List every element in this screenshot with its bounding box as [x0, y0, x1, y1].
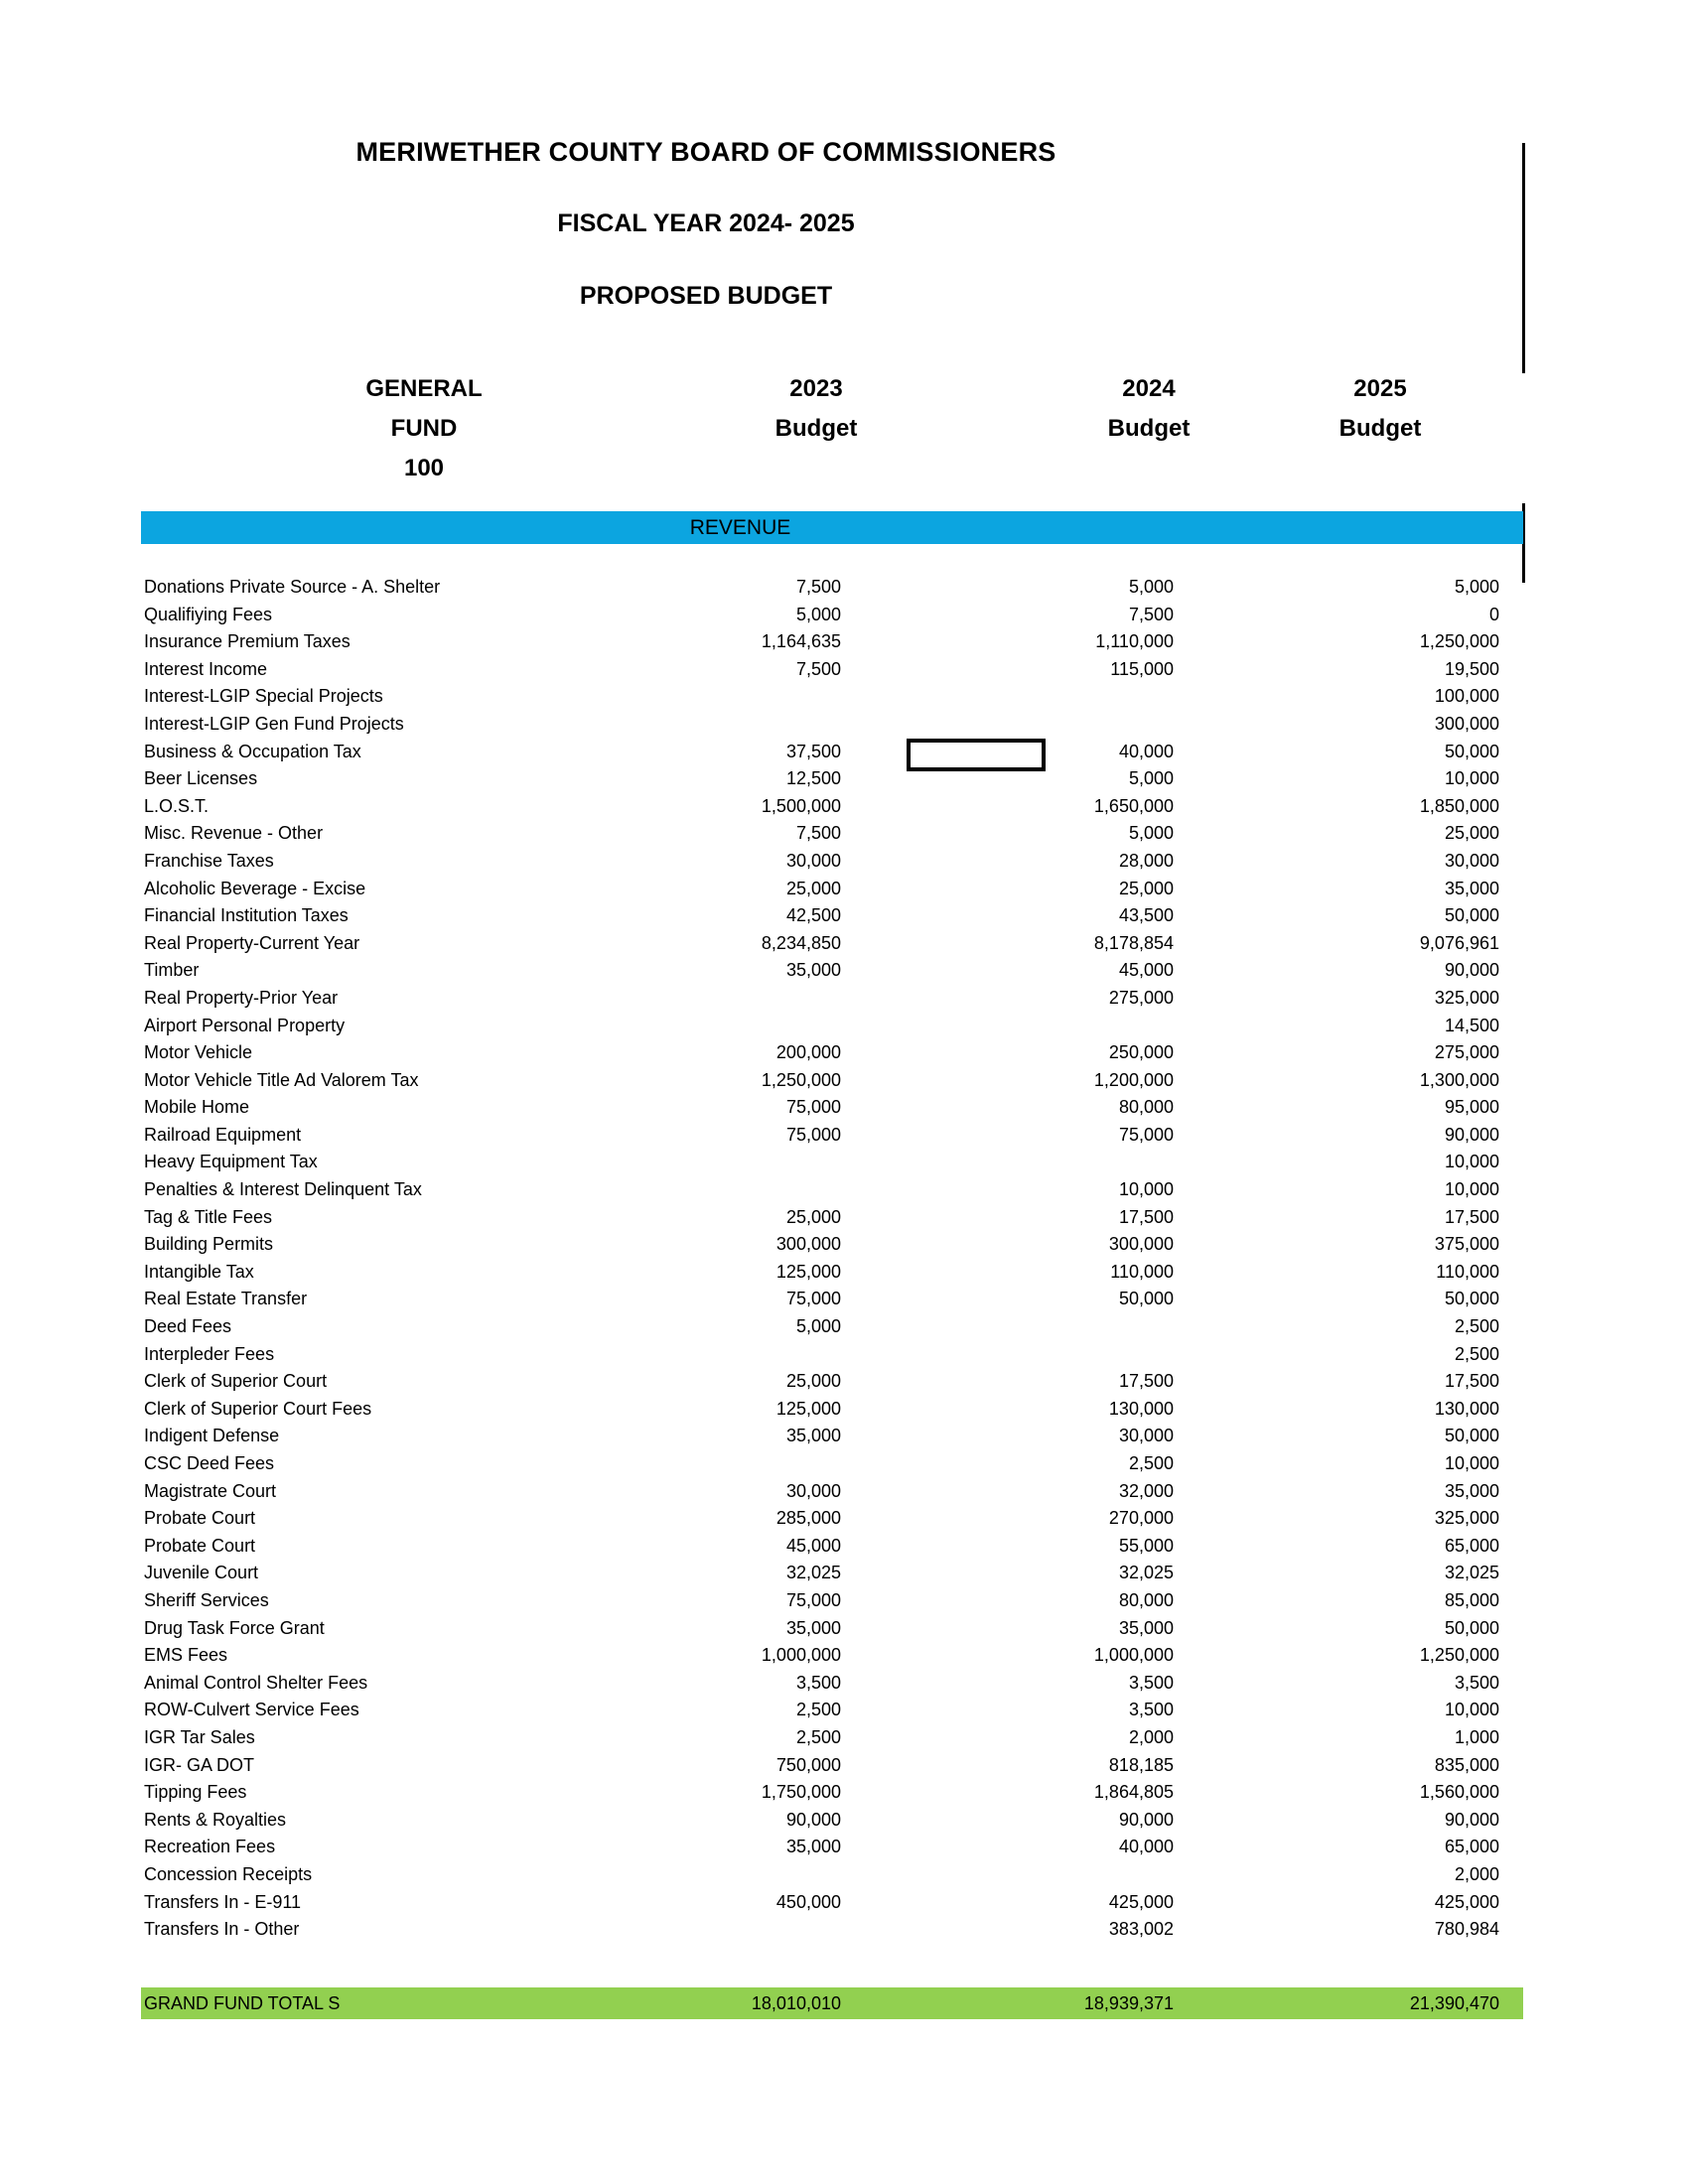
line-item-label: Clerk of Superior Court: [144, 1371, 328, 1392]
line-item-2025: 10,000: [1444, 768, 1499, 789]
table-row: [141, 1368, 1523, 1396]
grand-total-2025: 21,390,470: [1409, 1993, 1499, 2013]
fund-header-line1: GENERAL: [365, 375, 483, 402]
table-row: [141, 1505, 1523, 1533]
line-item-2023: 30,000: [785, 850, 841, 871]
line-item-label: IGR- GA DOT: [144, 1754, 255, 1775]
table-row: [141, 628, 1523, 656]
table-row: [141, 656, 1523, 684]
line-item-2024: 3,500: [1128, 1700, 1174, 1720]
table-row: [141, 930, 1523, 958]
table-row: [141, 1670, 1523, 1698]
line-item-label: Heavy Equipment Tax: [144, 1152, 318, 1172]
line-item-2024: 43,500: [1118, 905, 1174, 926]
line-item-label: Railroad Equipment: [144, 1124, 302, 1145]
line-item-2025: 9,076,961: [1419, 932, 1499, 953]
table-row: [141, 1587, 1523, 1615]
line-item-label: Misc. Revenue - Other: [144, 823, 324, 844]
line-item-2025: 2,500: [1454, 1343, 1499, 1364]
line-item-2025: 19,500: [1444, 658, 1499, 679]
line-item-2023: 37,500: [785, 741, 841, 761]
line-item-2025: 65,000: [1444, 1535, 1499, 1556]
line-item-2025: 1,560,000: [1419, 1782, 1499, 1803]
table-row: [141, 1807, 1523, 1835]
line-item-2024: 383,002: [1108, 1919, 1174, 1940]
table-row: [141, 711, 1523, 739]
line-item-label: Real Property-Prior Year: [144, 987, 339, 1008]
line-item-2025: 35,000: [1444, 878, 1499, 898]
column-header-row: [141, 369, 1499, 481]
line-item-label: Rents & Royalties: [144, 1809, 287, 1830]
line-item-label: Business & Occupation Tax: [144, 741, 361, 761]
line-item-2025: 90,000: [1444, 960, 1499, 981]
line-item-2024: 7,500: [1128, 604, 1174, 624]
section-banner-revenue: REVENUE: [141, 511, 1523, 544]
line-item-2024: 250,000: [1108, 1042, 1174, 1063]
line-item-2023: 75,000: [785, 1289, 841, 1309]
line-item-2025: 375,000: [1434, 1234, 1499, 1255]
line-item-2025: 50,000: [1444, 1617, 1499, 1638]
line-item-2025: 1,250,000: [1419, 1645, 1499, 1666]
line-item-2025: 3,500: [1454, 1672, 1499, 1693]
line-item-2023: 25,000: [785, 878, 841, 898]
line-item-label: Clerk of Superior Court Fees: [144, 1398, 372, 1419]
table-row: [141, 602, 1523, 629]
grand-fund-total-row: [141, 1987, 1523, 2019]
line-item-label: Drug Task Force Grant: [144, 1617, 325, 1638]
line-item-2024: 2,500: [1128, 1453, 1174, 1473]
page-title: MERIWETHER COUNTY BOARD OF COMMISSIONERS: [355, 137, 1056, 167]
line-item-label: Sheriff Services: [144, 1589, 269, 1610]
table-row: [141, 848, 1523, 876]
line-item-2024: 1,650,000: [1093, 795, 1174, 816]
line-item-2025: 780,984: [1434, 1919, 1499, 1940]
line-item-2023: 35,000: [785, 1837, 841, 1857]
fund-header-line2: FUND: [390, 415, 458, 442]
line-item-2025: 17,500: [1444, 1371, 1499, 1392]
line-item-2023: 125,000: [775, 1261, 841, 1282]
line-item-label: Timber: [144, 960, 200, 981]
line-item-label: Franchise Taxes: [144, 850, 274, 871]
proposed-budget-subtitle: PROPOSED BUDGET: [579, 282, 833, 310]
table-row: [141, 1615, 1523, 1643]
table-row: [141, 1286, 1523, 1313]
line-item-label: Interpleder Fees: [144, 1343, 275, 1364]
line-item-label: Beer Licenses: [144, 768, 258, 789]
table-row: [141, 1313, 1523, 1341]
line-item-2024: 5,000: [1128, 823, 1174, 844]
line-item-2023: 125,000: [775, 1398, 841, 1419]
table-row: [141, 1259, 1523, 1287]
line-item-2024: 115,000: [1110, 658, 1174, 679]
line-item-2023: 300,000: [775, 1234, 841, 1255]
line-item-2023: 75,000: [785, 1589, 841, 1610]
empty-highlight-box[interactable]: [907, 739, 1046, 771]
line-item-2024: 28,000: [1118, 850, 1174, 871]
table-row: [141, 1916, 1523, 1944]
line-item-2024: 425,000: [1108, 1891, 1174, 1912]
line-item-2024: 17,500: [1118, 1371, 1174, 1392]
table-row: [141, 1450, 1523, 1478]
line-item-2024: 90,000: [1118, 1809, 1174, 1830]
line-item-label: Animal Control Shelter Fees: [144, 1672, 368, 1693]
line-item-2023: 7,500: [795, 823, 841, 844]
line-item-2025: 300,000: [1434, 713, 1499, 734]
y2025-header-budget: Budget: [1338, 415, 1422, 442]
line-item-2025: 95,000: [1444, 1097, 1499, 1118]
fund-header-line3: 100: [403, 455, 445, 481]
line-item-label: Juvenile Court: [144, 1563, 259, 1583]
line-item-2025: 2,000: [1454, 1863, 1499, 1884]
y2025-header-year: 2025: [1353, 375, 1407, 402]
line-item-2025: 5,000: [1454, 577, 1499, 597]
line-item-2025: 90,000: [1444, 1124, 1499, 1145]
table-row: [141, 957, 1523, 985]
line-item-2025: 10,000: [1444, 1453, 1499, 1473]
line-item-label: Probate Court: [144, 1508, 256, 1529]
line-item-2023: 30,000: [785, 1480, 841, 1501]
line-item-2025: 2,500: [1454, 1316, 1499, 1337]
line-item-label: EMS Fees: [144, 1645, 228, 1666]
table-row: [141, 1039, 1523, 1067]
line-item-2024: 1,200,000: [1093, 1069, 1174, 1090]
table-row: [141, 739, 1523, 766]
line-item-2024: 1,110,000: [1095, 631, 1174, 652]
line-item-2023: 1,750,000: [761, 1782, 841, 1803]
table-row: [141, 1724, 1523, 1752]
line-item-2023: 75,000: [785, 1097, 841, 1118]
line-item-2025: 32,025: [1444, 1563, 1499, 1583]
line-item-2024: 1,000,000: [1093, 1645, 1174, 1666]
line-item-2024: 818,185: [1108, 1754, 1174, 1775]
line-item-label: Tipping Fees: [144, 1782, 247, 1803]
column-header-fund: [310, 369, 538, 488]
line-item-label: Probate Court: [144, 1535, 256, 1556]
line-item-2025: 110,000: [1436, 1261, 1499, 1282]
line-item-2025: 90,000: [1444, 1809, 1499, 1830]
table-row: [141, 1067, 1523, 1095]
line-item-2024: 5,000: [1128, 768, 1174, 789]
line-item-label: Insurance Premium Taxes: [144, 631, 351, 652]
column-header-2025: [1266, 369, 1494, 449]
table-row: [141, 1478, 1523, 1506]
line-item-2023: 35,000: [785, 960, 841, 981]
line-item-2024: 75,000: [1118, 1124, 1174, 1145]
line-item-label: Concession Receipts: [144, 1863, 313, 1884]
line-item-label: Financial Institution Taxes: [144, 905, 349, 926]
table-row: [141, 1013, 1523, 1040]
line-item-2025: 50,000: [1444, 905, 1499, 926]
fiscal-year-subtitle: FISCAL YEAR 2024- 2025: [557, 209, 855, 237]
line-item-2025: 50,000: [1444, 1426, 1499, 1446]
line-item-2025: 10,000: [1444, 1700, 1499, 1720]
line-item-label: Donations Private Source - A. Shelter: [144, 577, 441, 597]
line-item-2025: 1,250,000: [1419, 631, 1499, 652]
line-item-2023: 25,000: [785, 1371, 841, 1392]
line-item-2023: 1,250,000: [761, 1069, 841, 1090]
table-row: [141, 1533, 1523, 1561]
line-item-label: Mobile Home: [144, 1097, 250, 1118]
line-item-2023: 32,025: [785, 1563, 841, 1583]
table-row: [141, 1779, 1523, 1807]
y2023-header-year: 2023: [789, 375, 843, 402]
line-item-label: Transfers In - E-911: [144, 1891, 302, 1912]
line-item-label: Motor Vehicle Title Ad Valorem Tax: [144, 1069, 419, 1090]
table-row: [141, 985, 1523, 1013]
line-item-2024: 40,000: [1118, 1837, 1174, 1857]
line-item-2024: 17,500: [1118, 1206, 1174, 1227]
line-item-label: Interest-LGIP Gen Fund Projects: [144, 713, 404, 734]
line-item-2024: 130,000: [1108, 1398, 1174, 1419]
line-item-2024: 35,000: [1118, 1617, 1174, 1638]
column-header-2024: [1035, 369, 1263, 449]
table-row: [141, 1231, 1523, 1259]
line-item-2025: 100,000: [1434, 686, 1499, 707]
table-row: [141, 1752, 1523, 1780]
line-item-2025: 1,300,000: [1419, 1069, 1499, 1090]
table-row: [141, 1560, 1523, 1587]
line-item-label: Intangible Tax: [144, 1261, 254, 1282]
line-item-2023: 750,000: [775, 1754, 841, 1775]
line-item-2023: 45,000: [785, 1535, 841, 1556]
line-item-2023: 5,000: [795, 1316, 841, 1337]
line-item-2024: 110,000: [1110, 1261, 1174, 1282]
line-item-2023: 90,000: [785, 1809, 841, 1830]
line-item-2025: 65,000: [1444, 1837, 1499, 1857]
table-row: [141, 1697, 1523, 1724]
line-item-2025: 35,000: [1444, 1480, 1499, 1501]
table-row: [141, 902, 1523, 930]
table-row: [141, 1176, 1523, 1204]
line-item-label: L.O.S.T.: [144, 795, 210, 816]
line-item-2024: 80,000: [1118, 1097, 1174, 1118]
line-item-label: Indigent Defense: [144, 1426, 280, 1446]
line-item-2025: 30,000: [1444, 850, 1499, 871]
table-row: [141, 1149, 1523, 1176]
table-row: [141, 1204, 1523, 1232]
line-item-label: Transfers In - Other: [144, 1919, 300, 1940]
line-item-2025: 130,000: [1434, 1398, 1499, 1419]
line-item-label: Penalties & Interest Delinquent Tax: [144, 1179, 422, 1200]
line-item-2024: 2,000: [1128, 1726, 1174, 1747]
line-item-2023: 2,500: [795, 1726, 841, 1747]
line-item-2023: 8,234,850: [761, 932, 841, 953]
line-item-2024: 25,000: [1118, 878, 1174, 898]
line-item-2025: 10,000: [1444, 1179, 1499, 1200]
vertical-rule-top: [1522, 143, 1525, 373]
line-item-label: Interest Income: [144, 658, 268, 679]
table-row: [141, 765, 1523, 793]
line-item-2024: 50,000: [1118, 1289, 1174, 1309]
grand-total-label: GRAND FUND TOTAL S: [144, 1993, 341, 2013]
line-item-label: Alcoholic Beverage - Excise: [144, 878, 366, 898]
line-item-2024: 1,864,805: [1093, 1782, 1174, 1803]
line-item-2023: 1,164,635: [761, 631, 841, 652]
line-item-label: Building Permits: [144, 1234, 274, 1255]
table-row: [141, 1423, 1523, 1450]
line-item-2024: 300,000: [1108, 1234, 1174, 1255]
line-item-label: Qualifiying Fees: [144, 604, 273, 624]
line-item-2024: 32,025: [1118, 1563, 1174, 1583]
line-item-2025: 50,000: [1444, 741, 1499, 761]
line-item-label: Magistrate Court: [144, 1480, 277, 1501]
line-item-2023: 7,500: [795, 577, 841, 597]
line-item-label: ROW-Culvert Service Fees: [144, 1700, 359, 1720]
line-item-2024: 8,178,854: [1093, 932, 1174, 953]
line-item-2023: 35,000: [785, 1617, 841, 1638]
line-item-label: IGR Tar Sales: [144, 1726, 255, 1747]
line-item-label: Airport Personal Property: [144, 1015, 346, 1035]
table-row: [141, 1396, 1523, 1424]
line-item-2025: 1,850,000: [1419, 795, 1499, 816]
line-item-2023: 35,000: [785, 1426, 841, 1446]
table-row: [141, 1834, 1523, 1861]
line-item-label: Real Estate Transfer: [144, 1289, 308, 1309]
table-row: [141, 876, 1523, 903]
line-item-2025: 25,000: [1444, 823, 1499, 844]
line-item-label: Interest-LGIP Special Projects: [144, 686, 383, 707]
table-row: [141, 1094, 1523, 1122]
table-row: [141, 574, 1523, 602]
line-item-label: Motor Vehicle: [144, 1042, 253, 1063]
line-item-2024: 32,000: [1118, 1480, 1174, 1501]
line-item-2023: 2,500: [795, 1700, 841, 1720]
line-item-2024: 55,000: [1118, 1535, 1174, 1556]
line-item-label: Deed Fees: [144, 1316, 232, 1337]
revenue-line-item-table: [141, 574, 1523, 1944]
line-item-2023: 3,500: [795, 1672, 841, 1693]
line-item-2023: 1,500,000: [761, 795, 841, 816]
line-item-2025: 325,000: [1434, 1508, 1499, 1529]
line-item-2023: 450,000: [775, 1891, 841, 1912]
line-item-2025: 10,000: [1444, 1152, 1499, 1172]
line-item-2025: 14,500: [1444, 1015, 1499, 1035]
line-item-2025: 17,500: [1444, 1206, 1499, 1227]
line-item-2023: 7,500: [795, 658, 841, 679]
line-item-2024: 3,500: [1128, 1672, 1174, 1693]
line-item-2025: 835,000: [1434, 1754, 1499, 1775]
table-row: [141, 1889, 1523, 1917]
line-item-2025: 0: [1488, 604, 1499, 624]
line-item-2024: 270,000: [1108, 1508, 1174, 1529]
line-item-2024: 10,000: [1118, 1179, 1174, 1200]
line-item-label: Tag & Title Fees: [144, 1206, 273, 1227]
y2024-header-year: 2024: [1122, 375, 1176, 402]
line-item-2023: 42,500: [785, 905, 841, 926]
table-row: [141, 1122, 1523, 1150]
line-item-2025: 275,000: [1434, 1042, 1499, 1063]
line-item-2023: 5,000: [795, 604, 841, 624]
line-item-2023: 285,000: [775, 1508, 841, 1529]
line-item-label: Recreation Fees: [144, 1837, 276, 1857]
y2024-header-budget: Budget: [1107, 415, 1191, 442]
table-row: [141, 1642, 1523, 1670]
line-item-2025: 85,000: [1444, 1589, 1499, 1610]
line-item-2023: 75,000: [785, 1124, 841, 1145]
line-item-2024: 30,000: [1118, 1426, 1174, 1446]
grand-total-2023: 18,010,010: [751, 1993, 841, 2013]
y2023-header-budget: Budget: [774, 415, 858, 442]
line-item-2023: 200,000: [775, 1042, 841, 1063]
line-item-2025: 1,000: [1454, 1726, 1499, 1747]
table-row: [141, 793, 1523, 821]
line-item-2024: 5,000: [1128, 577, 1174, 597]
line-item-label: Real Property-Current Year: [144, 932, 360, 953]
line-item-2023: 1,000,000: [761, 1645, 841, 1666]
table-row: [141, 1861, 1523, 1889]
grand-total-2024: 18,939,371: [1083, 1993, 1174, 2013]
table-row: [141, 683, 1523, 711]
line-item-2023: 12,500: [785, 768, 841, 789]
line-item-2025: 325,000: [1434, 987, 1499, 1008]
table-row: [141, 820, 1523, 848]
table-row: [141, 1341, 1523, 1369]
column-header-2023: [702, 369, 930, 449]
document-title-block: [141, 139, 1499, 309]
line-item-2023: 25,000: [785, 1206, 841, 1227]
line-item-2024: 40,000: [1118, 741, 1174, 761]
line-item-2025: 50,000: [1444, 1289, 1499, 1309]
line-item-2024: 45,000: [1118, 960, 1174, 981]
line-item-label: CSC Deed Fees: [144, 1453, 275, 1473]
line-item-2024: 275,000: [1108, 987, 1174, 1008]
line-item-2024: 80,000: [1118, 1589, 1174, 1610]
line-item-2025: 425,000: [1434, 1891, 1499, 1912]
